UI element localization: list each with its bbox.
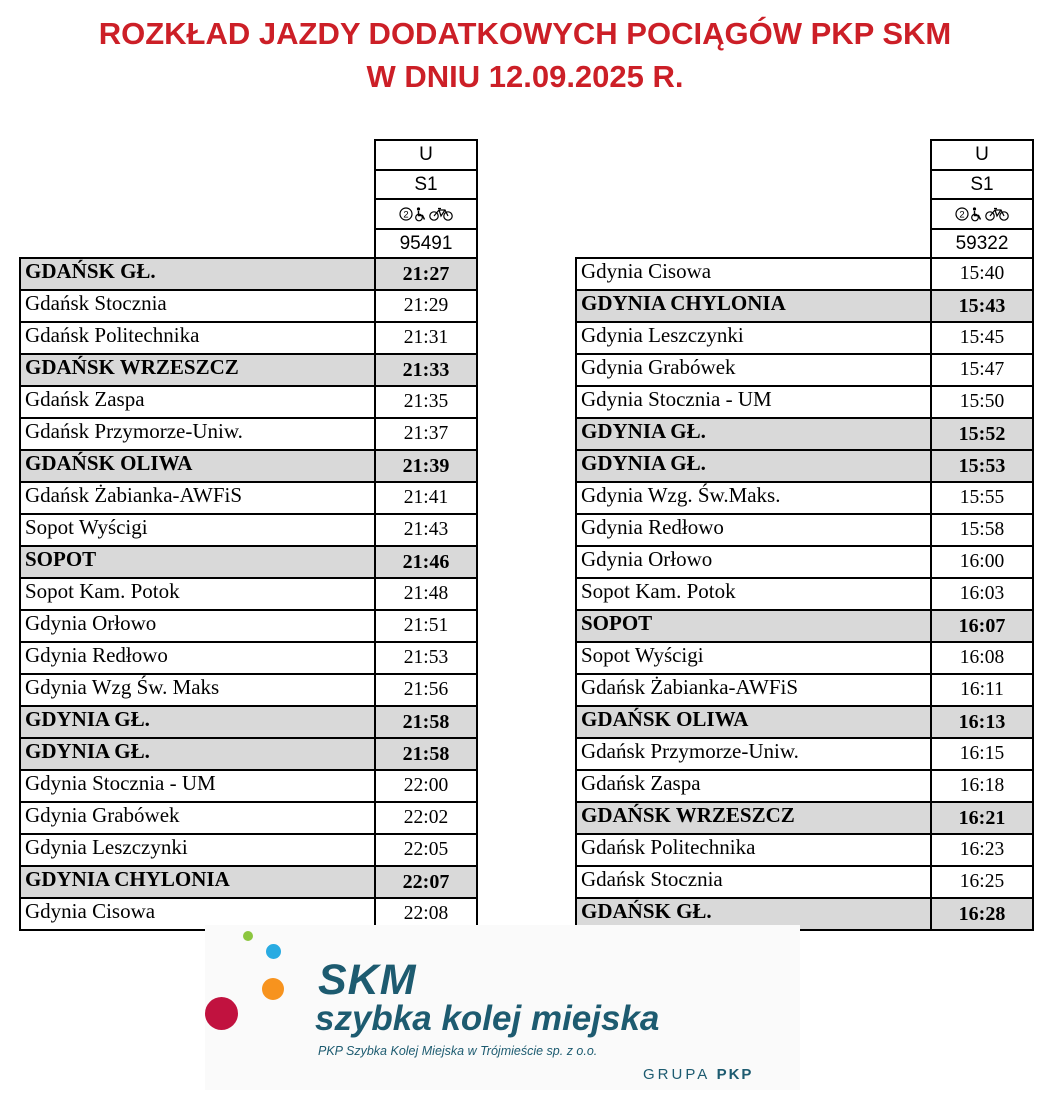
departure-time: 21:58 (375, 706, 477, 738)
timetable-left-rows (20, 258, 477, 930)
departure-time: 22:08 (375, 898, 477, 930)
timetable-row (576, 770, 1033, 802)
departure-time: 22:02 (375, 802, 477, 834)
logo-dot-green (243, 931, 253, 941)
station-name: Gdynia Cisowa (20, 898, 375, 930)
timetable-row (20, 642, 477, 674)
station-name: Gdańsk Politechnika (20, 322, 375, 354)
train-type-cell: U (931, 140, 1033, 170)
timetable-row (20, 450, 477, 482)
station-name: Gdynia Wzg. Św.Maks. (576, 482, 931, 514)
svg-text:2: 2 (958, 209, 965, 221)
departure-time: 21:27 (375, 258, 477, 290)
class-2-icon (399, 207, 413, 221)
timetable-row (576, 546, 1033, 578)
departure-time: 16:11 (931, 674, 1033, 706)
departure-time: 21:43 (375, 514, 477, 546)
timetable-row (20, 514, 477, 546)
wheelchair-icon (414, 207, 427, 222)
logo-full-name: szybka kolej miejska (315, 999, 660, 1038)
timetable-row (20, 866, 477, 898)
station-name: Sopot Wyścigi (20, 514, 375, 546)
station-name: Gdańsk Stocznia (576, 866, 931, 898)
departure-time: 16:00 (931, 546, 1033, 578)
departure-time: 22:00 (375, 770, 477, 802)
timetable-row (20, 354, 477, 386)
timetable-row (576, 258, 1033, 290)
station-name: Gdańsk Zaspa (20, 386, 375, 418)
timetable-row (20, 546, 477, 578)
station-name: Gdańsk Przymorze-Uniw. (20, 418, 375, 450)
logo-group-prefix: GRUPA (643, 1066, 710, 1083)
station-name: GDYNIA GŁ. (576, 450, 931, 482)
station-name: Sopot Kam. Potok (20, 578, 375, 610)
station-name: Gdańsk Żabianka-AWFiS (576, 674, 931, 706)
timetable-row (20, 578, 477, 610)
station-name: GDAŃSK GŁ. (576, 898, 931, 930)
wheelchair-icon (970, 207, 983, 222)
timetable-row (20, 770, 477, 802)
station-name: Gdańsk Przymorze-Uniw. (576, 738, 931, 770)
logo-company-name: PKP Szybka Kolej Miejska w Trójmieście sp. z o.o. (318, 1044, 598, 1058)
station-name: Gdynia Stocznia - UM (576, 386, 931, 418)
timetable-row (20, 482, 477, 514)
station-name: GDAŃSK OLIWA (576, 706, 931, 738)
departure-time: 16:18 (931, 770, 1033, 802)
station-name: Gdynia Grabówek (576, 354, 931, 386)
logo-group-name: PKP (716, 1066, 754, 1083)
departure-time: 21:31 (375, 322, 477, 354)
timetable-row (576, 482, 1033, 514)
page-title (0, 12, 1050, 98)
timetable-row (20, 610, 477, 642)
station-name: Gdynia Cisowa (576, 258, 931, 290)
timetable-row (576, 802, 1033, 834)
departure-time: 15:53 (931, 450, 1033, 482)
departure-time: 22:07 (375, 866, 477, 898)
station-name: SOPOT (576, 610, 931, 642)
timetable-row (20, 706, 477, 738)
departure-time: 21:29 (375, 290, 477, 322)
timetable-right (575, 139, 1034, 931)
departure-time: 15:52 (931, 418, 1033, 450)
bicycle-icon (984, 207, 1010, 221)
station-name: GDYNIA GŁ. (20, 738, 375, 770)
departure-time: 16:15 (931, 738, 1033, 770)
station-name: GDYNIA CHYLONIA (576, 290, 931, 322)
train-amenities-cell (375, 199, 477, 229)
departure-time: 16:28 (931, 898, 1033, 930)
station-name: GDAŃSK WRZESZCZ (20, 354, 375, 386)
timetable-row (576, 866, 1033, 898)
class-2-icon (955, 207, 969, 221)
station-name: Gdańsk Politechnika (576, 834, 931, 866)
timetable-row (576, 578, 1033, 610)
departure-time: 15:40 (931, 258, 1033, 290)
timetable-row (576, 642, 1033, 674)
departure-time: 21:37 (375, 418, 477, 450)
timetable-row (576, 674, 1033, 706)
timetable-row (20, 290, 477, 322)
station-name: Gdynia Leszczynki (20, 834, 375, 866)
station-name: GDAŃSK OLIWA (20, 450, 375, 482)
station-name: GDAŃSK WRZESZCZ (576, 802, 931, 834)
departure-time: 16:07 (931, 610, 1033, 642)
departure-time: 21:51 (375, 610, 477, 642)
train-line-cell: S1 (931, 170, 1033, 200)
departure-time: 21:39 (375, 450, 477, 482)
station-name: Sopot Kam. Potok (576, 578, 931, 610)
timetable-right-rows (576, 258, 1033, 930)
train-amenities-cell (931, 199, 1033, 229)
timetable-row (20, 418, 477, 450)
title-line-2: W DNIU 12.09.2025 R. (366, 59, 684, 94)
train-line-cell: S1 (375, 170, 477, 200)
station-name: Gdańsk Żabianka-AWFiS (20, 482, 375, 514)
timetable-row (576, 706, 1033, 738)
departure-time: 15:55 (931, 482, 1033, 514)
timetable-row (576, 450, 1033, 482)
timetable-row (576, 322, 1033, 354)
station-name: Gdynia Grabówek (20, 802, 375, 834)
departure-time: 22:05 (375, 834, 477, 866)
departure-time: 21:33 (375, 354, 477, 386)
train-type-cell: U (375, 140, 477, 170)
departure-time: 21:35 (375, 386, 477, 418)
departure-time: 15:50 (931, 386, 1033, 418)
train-number-cell: 59322 (931, 229, 1033, 259)
station-name: GDYNIA GŁ. (20, 706, 375, 738)
departure-time: 15:45 (931, 322, 1033, 354)
departure-time: 21:46 (375, 546, 477, 578)
timetable-row (20, 674, 477, 706)
station-name: Gdynia Wzg Św. Maks (20, 674, 375, 706)
timetable-row (576, 834, 1033, 866)
timetable-row (20, 386, 477, 418)
station-name: Gdynia Orłowo (20, 610, 375, 642)
timetable-row (20, 322, 477, 354)
departure-time: 21:58 (375, 738, 477, 770)
logo-dot-blue (266, 944, 281, 959)
title-line-1: ROZKŁAD JAZDY DODATKOWYCH POCIĄGÓW PKP SKM (98, 16, 952, 51)
logo-dot-orange (262, 978, 284, 1000)
timetable-row (20, 802, 477, 834)
logo-skm-text: SKM (318, 956, 417, 1004)
departure-time: 15:58 (931, 514, 1033, 546)
station-name: Gdynia Redłowo (576, 514, 931, 546)
train-number-cell: 95491 (375, 229, 477, 259)
departure-time: 21:41 (375, 482, 477, 514)
departure-time: 16:08 (931, 642, 1033, 674)
station-name: Gdańsk Zaspa (576, 770, 931, 802)
station-name: Gdynia Stocznia - UM (20, 770, 375, 802)
timetable-row (20, 834, 477, 866)
departure-time: 21:53 (375, 642, 477, 674)
departure-time: 16:25 (931, 866, 1033, 898)
departure-time: 15:47 (931, 354, 1033, 386)
timetable-row (20, 258, 477, 290)
departure-time: 16:03 (931, 578, 1033, 610)
departure-time: 16:21 (931, 802, 1033, 834)
station-name: GDYNIA GŁ. (576, 418, 931, 450)
station-name: Gdynia Orłowo (576, 546, 931, 578)
station-name: GDYNIA CHYLONIA (20, 866, 375, 898)
logo-group (643, 1066, 753, 1083)
timetable-row (576, 514, 1033, 546)
station-name: Sopot Wyścigi (576, 642, 931, 674)
departure-time: 15:43 (931, 290, 1033, 322)
timetable-row (20, 738, 477, 770)
amenity-icons (955, 204, 1010, 224)
amenity-icons (399, 204, 454, 224)
timetable-row (576, 738, 1033, 770)
station-name: SOPOT (20, 546, 375, 578)
logo-dot-red (205, 997, 238, 1030)
timetable-row (576, 386, 1033, 418)
timetable-left (19, 139, 478, 931)
station-name: Gdynia Redłowo (20, 642, 375, 674)
bicycle-icon (428, 207, 454, 221)
timetable-row (576, 610, 1033, 642)
departure-time: 21:48 (375, 578, 477, 610)
timetable-row (576, 354, 1033, 386)
timetable-row (576, 290, 1033, 322)
departure-time: 21:56 (375, 674, 477, 706)
departure-time: 16:23 (931, 834, 1033, 866)
departure-time: 16:13 (931, 706, 1033, 738)
skm-logo (205, 925, 800, 1090)
svg-text:2: 2 (402, 209, 409, 221)
station-name: Gdynia Leszczynki (576, 322, 931, 354)
station-name: Gdańsk Stocznia (20, 290, 375, 322)
station-name: GDAŃSK GŁ. (20, 258, 375, 290)
timetable-row (576, 418, 1033, 450)
